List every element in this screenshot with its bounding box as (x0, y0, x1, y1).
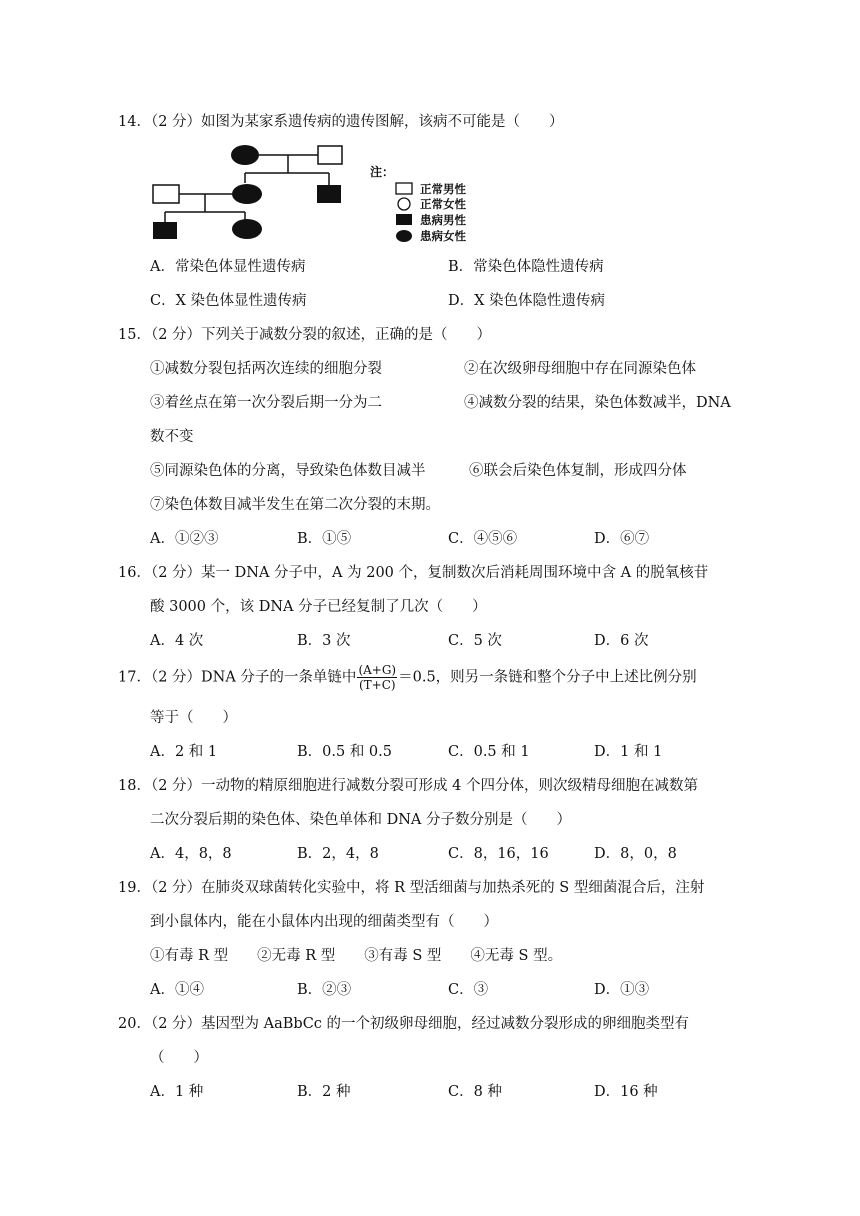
legend-affected-female-label: 患病女性 (420, 229, 466, 243)
q17-option-d[interactable]: D．1 和 1 (594, 744, 663, 760)
q20-option-a[interactable]: A．1 种 (150, 1084, 204, 1100)
q18-option-b[interactable]: B．2，4，8 (297, 846, 379, 862)
q20-stem-line1: 20．（2 分）基因型为 AaBbCc 的一个初级卵母细胞，经过减数分裂形成的卵细胞类型有 (118, 1016, 690, 1032)
affected-male-symbol (153, 222, 177, 239)
q17-stem-line2: 等于（ ） (150, 710, 237, 726)
q20-option-d[interactable]: D．16 种 (594, 1084, 658, 1100)
q19-option-c[interactable]: C．③ (448, 982, 489, 998)
legend-title: 注： (370, 165, 395, 179)
q17-option-a[interactable]: A．2 和 1 (150, 744, 218, 760)
q18-option-d[interactable]: D．8，0，8 (594, 846, 677, 862)
q16-option-d[interactable]: D．6 次 (594, 633, 649, 649)
q15-statement-4-cont: 数不变 (150, 429, 194, 445)
q15-option-b[interactable]: B．①⑤ (297, 531, 352, 547)
q15-stem: 15．（2 分）下列关于减数分裂的叙述，正确的是（ ） (118, 327, 492, 343)
legend-affected-male-icon (396, 214, 412, 225)
q14-option-c[interactable]: C．X 染色体显性遗传病 (150, 293, 307, 309)
q17-option-c[interactable]: C．0.5 和 1 (448, 744, 530, 760)
q15-statement-5: ⑤同源染色体的分离，导致染色体数目减半 (150, 463, 426, 479)
q15-option-a[interactable]: A．①②③ (150, 531, 219, 547)
affected-female-symbol (231, 145, 259, 165)
q16-option-a[interactable]: A．4 次 (150, 633, 204, 649)
q18-stem-line1: 18．（2 分）一动物的精原细胞进行减数分裂可形成 4 个四分体，则次级精母细胞在减数第 (118, 778, 698, 794)
pedigree-diagram (148, 140, 508, 250)
q18-option-c[interactable]: C．8，16，16 (448, 846, 549, 862)
q17-stem-post: ＝0.5，则另一条链和整个分子中上述比例分别 (398, 669, 697, 686)
q15-option-c[interactable]: C．④⑤⑥ (448, 531, 518, 547)
q15-statement-7: ⑦染色体数目减半发生在第二次分裂的末期。 (150, 497, 440, 513)
q16-option-b[interactable]: B．3 次 (297, 633, 351, 649)
q19-items: ①有毒 R 型 ②无毒 R 型 ③有毒 S 型 ④无毒 S 型。 (150, 948, 563, 964)
legend-normal-female-label: 正常女性 (420, 197, 466, 211)
q15-statement-4: ④减数分裂的结果，染色体数减半，DNA (464, 395, 731, 411)
q17-option-b[interactable]: B．0.5 和 0.5 (297, 744, 392, 760)
affected-female-symbol (232, 219, 262, 239)
q19-option-b[interactable]: B．②③ (297, 982, 352, 998)
q14-option-d[interactable]: D．X 染色体隐性遗传病 (448, 293, 606, 309)
q15-statement-2: ②在次级卵母细胞中存在同源染色体 (464, 361, 696, 377)
q15-option-d[interactable]: D．⑥⑦ (594, 531, 650, 547)
q15-statement-6: ⑥联会后染色体复制，形成四分体 (469, 463, 687, 479)
ratio-fraction (357, 663, 397, 692)
q16-option-c[interactable]: C．5 次 (448, 633, 502, 649)
legend-affected-female-icon (396, 230, 412, 242)
q20-option-c[interactable]: C．8 种 (448, 1084, 502, 1100)
q19-stem-line1: 19．（2 分）在肺炎双球菌转化实验中，将 R 型活细菌与加热杀死的 S 型细菌混合后，注射 (118, 880, 705, 896)
q14-option-a[interactable]: A．常染色体显性遗传病 (150, 259, 306, 275)
affected-female-symbol (232, 184, 262, 204)
q18-stem-line2: 二次分裂后期的染色体、染色单体和 DNA 分子数分别是（ ） (150, 812, 572, 828)
fraction-denominator: (T+C) (358, 678, 396, 692)
legend-affected-male-label: 患病男性 (420, 213, 466, 227)
q18-option-a[interactable]: A．4，8，8 (150, 846, 232, 862)
legend-normal-female-icon (398, 198, 410, 210)
q16-stem-line2: 酸 3000 个，该 DNA 分子已经复制了几次（ ） (150, 599, 487, 615)
q14-option-b[interactable]: B．常染色体隐性遗传病 (448, 259, 604, 275)
q19-option-d[interactable]: D．①③ (594, 982, 650, 998)
q15-statement-1: ①减数分裂包括两次连续的细胞分裂 (150, 361, 382, 377)
normal-male-symbol (318, 146, 342, 164)
fraction-numerator: (A+G) (358, 663, 397, 677)
q15-statement-3: ③着丝点在第一次分裂后期一分为二 (150, 395, 382, 411)
normal-male-symbol (153, 185, 179, 203)
legend-normal-male-label: 正常男性 (420, 182, 466, 196)
q14-stem: 14．（2 分）如图为某家系遗传病的遗传图解，该病不可能是（ ） (118, 114, 564, 130)
q17-stem-pre: 17．（2 分）DNA 分子的一条单链中 (118, 669, 357, 686)
q19-option-a[interactable]: A．①④ (150, 982, 204, 998)
legend-normal-male-icon (396, 183, 412, 194)
affected-male-symbol (317, 185, 341, 203)
q19-stem-line2: 到小鼠体内，能在小鼠体内出现的细菌类型有（ ） (150, 914, 498, 930)
q17-stem-line1 (118, 663, 697, 691)
q16-stem-line1: 16．（2 分）某一 DNA 分子中，A 为 200 个，复制数次后消耗周围环境中含 A 的脱氧核苷 (118, 565, 709, 581)
q20-stem-line2: （ ） (150, 1050, 208, 1066)
q20-option-b[interactable]: B．2 种 (297, 1084, 351, 1100)
